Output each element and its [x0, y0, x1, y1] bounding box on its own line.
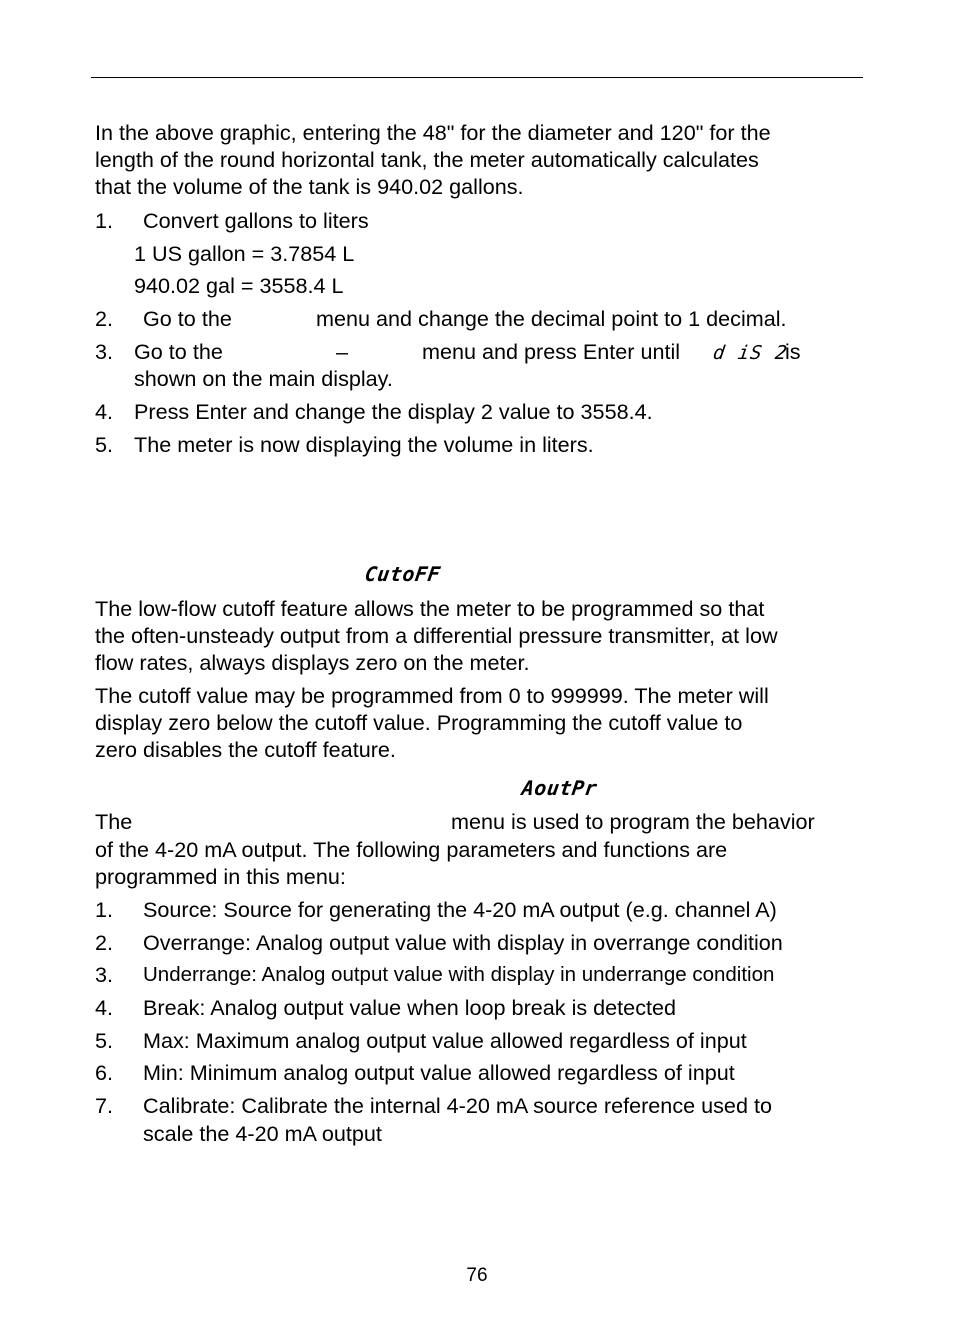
aout-item-6-number: 6. [95, 1060, 114, 1085]
aout-item-6-text: Min: Minimum analog output value allowed regardless of input [143, 1060, 735, 1085]
aout-intro-line-3: programmed in this menu: [95, 864, 346, 889]
intro-line-3: that the volume of the tank is 940.02 gallons. [95, 174, 524, 199]
aout-item-2-number: 2. [95, 930, 114, 955]
intro-line-1: In the above graphic, entering the 48" for the diameter and 120" for the [95, 120, 771, 145]
page-number: 76 [466, 1265, 488, 1286]
aout-item-3-text: Underrange: Analog output value with display in underrange condition [143, 963, 775, 986]
aout-intro-b: menu is used to program the behavior [451, 809, 815, 834]
header-rule [91, 77, 863, 78]
conversion-2: 940.02 gal = 3558.4 L [134, 273, 344, 298]
step-3-line-2: shown on the main display. [134, 366, 393, 391]
step-1-text: Convert gallons to liters [143, 208, 369, 233]
step-3-lcd-display [713, 338, 788, 367]
cutoff-para2-line-2: display zero below the cutoff value. Programming the cutoff value to [95, 710, 743, 735]
step-5-text: The meter is now displaying the volume in liters. [134, 432, 594, 457]
intro-line-2: length of the round horizontal tank, the meter automatically calculates [95, 147, 759, 172]
step-2-text-b: menu and change the decimal point to 1 decimal. [316, 306, 787, 331]
aout-item-5-text: Max: Maximum analog output value allowed regardless of input [143, 1028, 747, 1053]
aout-item-3-number: 3. [95, 962, 114, 987]
aout-item-1-text: Source: Source for generating the 4-20 mA output (e.g. channel A) [143, 897, 777, 922]
conversion-1: 1 US gallon = 3.7854 L [134, 241, 355, 266]
aout-item-4-text: Break: Analog output value when loop break is detected [143, 995, 677, 1020]
step-3-number: 3. [95, 339, 114, 364]
cutoff-para2-line-1: The cutoff value may be programmed from 0 to 999999. The meter will [95, 683, 769, 708]
step-4-text: Press Enter and change the display 2 value to 3558.4. [134, 399, 653, 424]
cutoff-para1-line-2: the often-unsteady output from a differential pressure transmitter, at low [95, 623, 778, 648]
aoutpr-lcd-heading: AoutPr [520, 776, 599, 800]
aout-item-5-number: 5. [95, 1028, 114, 1053]
cutoff-para2-line-3: zero disables the cutoff feature. [95, 737, 396, 762]
step-4-number: 4. [95, 399, 114, 424]
step-2-text-a: Go to the [143, 306, 232, 331]
cutoff-para1-line-3: flow rates, always displays zero on the meter. [95, 650, 530, 675]
step-3-text-a: Go to the [134, 339, 223, 364]
aout-item-7-text: Calibrate: Calibrate the internal 4-20 mA source reference used to [143, 1093, 772, 1118]
aout-item-7-line-2: scale the 4-20 mA output [143, 1121, 382, 1146]
aout-intro-a: The [95, 809, 133, 834]
step-3-text-b: menu and press Enter until [422, 339, 681, 364]
aout-intro-line-2: of the 4-20 mA output. The following parameters and functions are [95, 837, 728, 862]
step-3-dash: – [336, 339, 349, 364]
cutoff-para1-line-1: The low-flow cutoff feature allows the meter to be programmed so that [95, 596, 765, 621]
aout-item-7-number: 7. [95, 1093, 114, 1118]
aout-item-1-number: 1. [95, 897, 114, 922]
lcd-dis2: d iS 2 [711, 342, 790, 364]
cutoff-lcd-heading: CutoFF [363, 562, 442, 586]
step-5-number: 5. [95, 432, 114, 457]
step-1-number: 1. [95, 208, 114, 233]
aout-item-2-text: Overrange: Analog output value with display in overrange condition [143, 930, 783, 955]
aout-item-4-number: 4. [95, 995, 114, 1020]
step-2-number: 2. [95, 306, 114, 331]
step-3-text-c: is [785, 339, 801, 364]
